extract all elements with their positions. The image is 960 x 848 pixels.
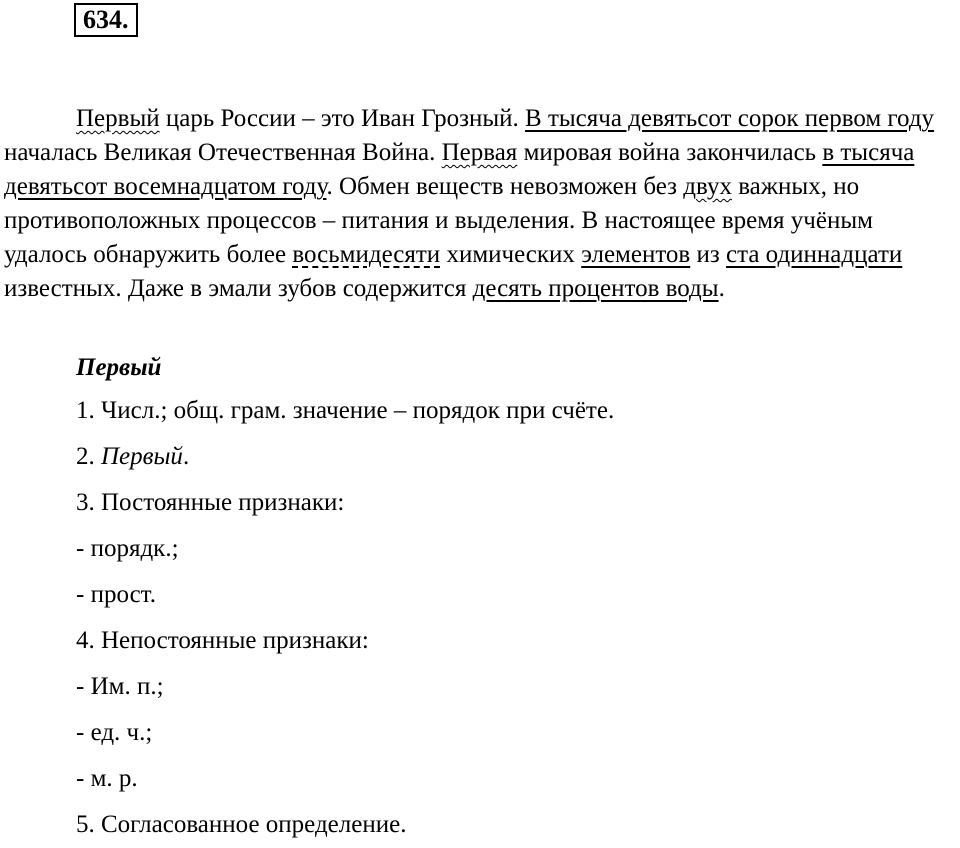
analysis-line: 4. Непостоянные признаки: [76,627,369,654]
analysis-line: - м. р. [76,765,138,792]
analysis-line: - Им. п.; [76,673,164,700]
word-two: двух [683,173,732,200]
analysis-line: 5. Согласованное определение. [76,811,407,838]
word-first-fem: Первая [441,139,518,166]
analysis-line: 1. Числ.; общ. грам. значение – порядок при счёте. [76,397,615,424]
phrase-1941: В тысяча девятьсот сорок первом году [525,105,935,132]
word-eighty: восьмидесяти [292,241,441,268]
phrase-111: ста одиннадцати [726,241,903,268]
analysis-line: 2. Первый. [76,443,190,470]
exercise-number: 634. [74,3,138,37]
analysis-line: - порядк.; [76,535,179,562]
analysis-line: 3. Постоянные признаки: [76,489,345,516]
exercise-text: Первый царь России – это Иван Грозный. В тысяча девятьсот сорок первом году началась Великая Отечественная Война. Первая мировая война закончилась в тысяча девятьсот восемнадцатом году. Обмен веществ невозможен без двух важных, но противоположных процессов – питания и выделения. В настоящее время учёным удалось обнаружить более восьмидесяти химических элементов из ста одиннадцати известных. Даже в эмали зубов содержится десять процентов воды. [4,105,935,302]
analysis-heading: Первый [76,354,162,381]
phrase-1918: в тысяча девятьсот восемнадцатом году [4,139,915,200]
analysis-line: - ед. ч.; [76,719,153,746]
morphological-analysis [76,348,614,848]
word-first: Первый [76,105,160,132]
analysis-line: - прост. [76,581,156,608]
word-elements: элементов [581,241,691,268]
phrase-ten-percent: десять процентов воды [472,275,719,302]
